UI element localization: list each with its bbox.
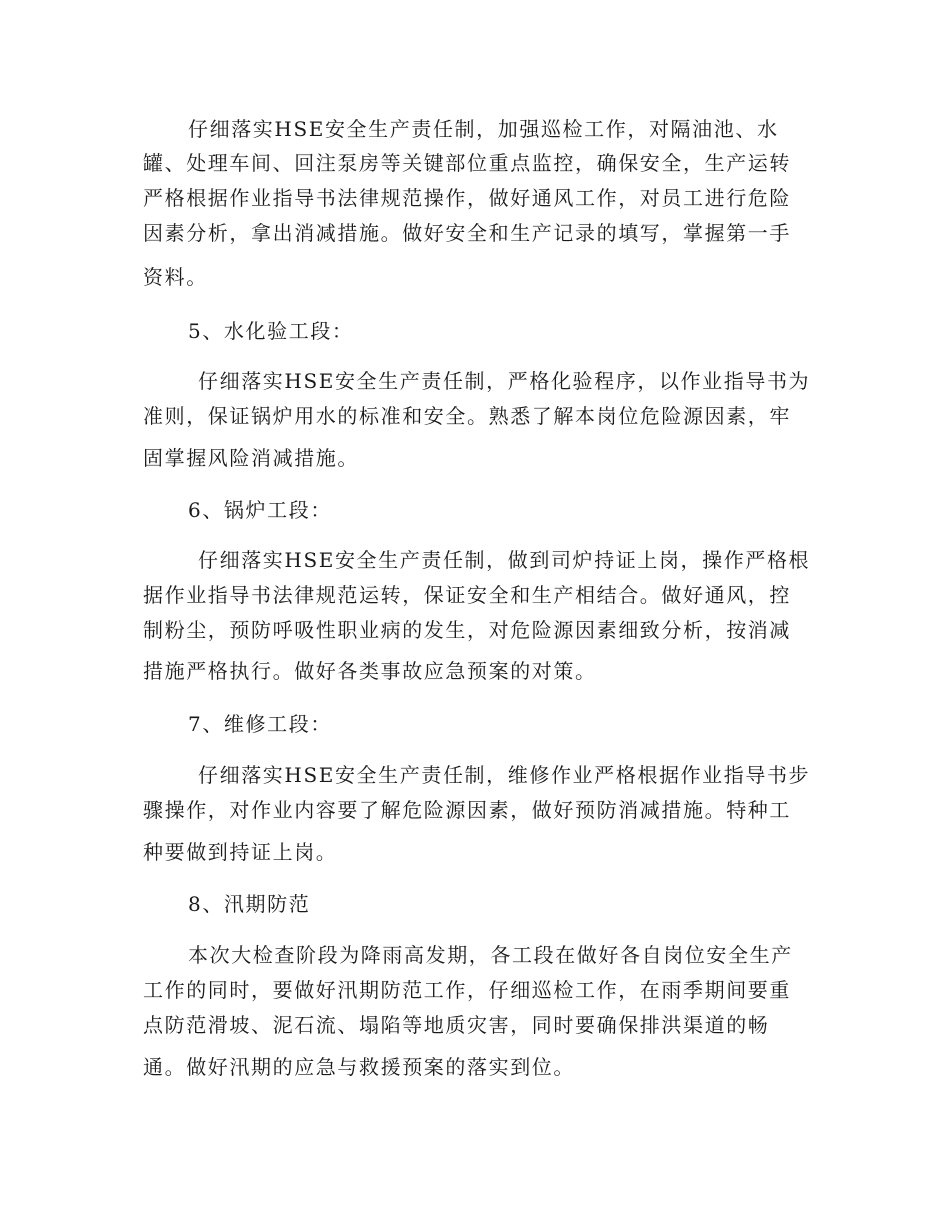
text-line: 工作的同时，要做好汛期防范工作，仔细巡检工作，在雨季期间要重: [143, 978, 791, 1002]
text-line: 因素分析，拿出消减措施。做好安全和生产记录的填写，掌握第一手: [143, 221, 791, 245]
text-line: 据作业指导书法律规范运转，保证安全和生产相结合。做好通风，控: [143, 583, 791, 607]
section-heading-5: 5、水化验工段：: [188, 319, 354, 343]
text-line: 仔细落实HSE安全生产责任制，做到司炉持证上岗，操作严格根: [198, 548, 811, 572]
section-heading-6: 6、锅炉工段：: [188, 498, 332, 522]
text-line: 罐、处理车间、回注泵房等关键部位重点监控，确保安全，生产运转: [143, 151, 791, 175]
text-line: 仔细落实HSE安全生产责任制，严格化验程序，以作业指导书为: [198, 369, 811, 393]
section-heading-7: 7、维修工段：: [188, 712, 332, 736]
text-line: 准则，保证锅炉用水的标准和安全。熟悉了解本岗位危险源因素，牢: [143, 404, 791, 428]
text-line: 资料。: [143, 265, 208, 289]
text-line: 固掌握风险消减措施。: [143, 446, 359, 470]
text-line: 种要做到持证上岗。: [143, 840, 338, 864]
text-line: 本次大检查阶段为降雨高发期，各工段在做好各自岗位安全生产: [188, 943, 793, 967]
text-line: 骤操作，对作业内容要了解危险源因素，做好预防消减措施。特种工: [143, 798, 791, 822]
text-line: 严格根据作业指导书法律规范操作，做好通风工作，对员工进行危险: [143, 186, 791, 210]
text-line: 措施严格执行。做好各类事故应急预案的对策。: [143, 659, 597, 683]
text-line: 仔细落实HSE安全生产责任制，加强巡检工作，对隔油池、水: [188, 117, 779, 141]
text-line: 仔细落实HSE安全生产责任制，维修作业严格根据作业指导书步: [198, 763, 811, 787]
text-line: 点防范滑坡、泥石流、塌陷等地质灾害，同时要确保排洪渠道的畅: [143, 1013, 770, 1037]
text-line: 通。做好汛期的应急与救援预案的落实到位。: [143, 1055, 575, 1079]
section-heading-8: 8、汛期防范: [188, 892, 311, 916]
text-line: 制粉尘，预防呼吸性职业病的发生，对危险源因素细致分析，按消减: [143, 618, 791, 642]
